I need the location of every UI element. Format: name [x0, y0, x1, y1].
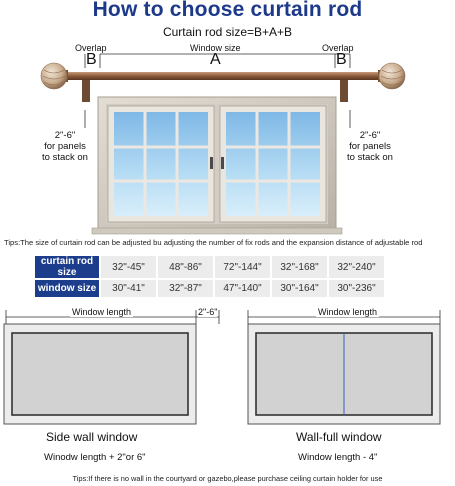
window [92, 97, 342, 234]
window-size-label: Window size [190, 43, 241, 53]
right-finial [378, 63, 405, 89]
table-cell: 30"-164" [272, 280, 327, 297]
side-wall-formula: Winodw length + 2"or 6" [44, 452, 146, 463]
side-wall-dimension-label: Window length [72, 307, 132, 317]
wall-full-diagram [248, 310, 440, 424]
table-row [35, 256, 384, 278]
curtain-rod [55, 72, 390, 80]
table-row [35, 280, 384, 297]
stack-note-right-size: 2"-6" [359, 130, 381, 141]
ceiling-holder-tip: Tips:If there is no wall in the courtyard or gazebo,please purchase ceiling curtain holder for use [72, 474, 383, 483]
table-cell: 30"-41" [101, 280, 156, 297]
table-cell: 32"-45" [101, 256, 156, 278]
size-table [33, 254, 386, 299]
left-finial [41, 63, 68, 89]
stack-note-right-line3: to stack on [347, 152, 393, 163]
row-header-rod-size: curtain rod size [35, 256, 99, 278]
adjustment-tip: Tips:The size of curtain rod can be adjusted bu adjusting the number of fix rods and the expansion distance of adjustable rod [4, 238, 423, 247]
stack-guide-right [335, 110, 350, 128]
rod-size-formula: Curtain rod size=B+A+B [162, 25, 293, 39]
table-cell: 32"-240" [329, 256, 384, 278]
page-title: How to choose curtain rod [92, 0, 363, 21]
side-wall-diagram [4, 310, 219, 424]
wall-full-dimension-label: Window length [318, 307, 378, 317]
wall-full-caption: Wall-full window [296, 430, 382, 444]
side-wall-extra-label: 2"-6" [198, 307, 218, 317]
overlap-right-label: Overlap [322, 43, 354, 53]
right-rod-bracket [340, 80, 348, 102]
table-cell: 30"-236" [329, 280, 384, 297]
stack-note-right [335, 130, 405, 163]
table-cell: 32"-87" [158, 280, 213, 297]
stack-note-left-line3: to stack on [42, 152, 88, 163]
wall-full-formula: Window length - 4" [298, 452, 378, 463]
letter-b-right: B [336, 51, 347, 68]
overlap-left-label: Overlap [75, 43, 107, 53]
letter-b-left: B [86, 51, 97, 68]
stack-note-left-line2: for panels [44, 141, 86, 152]
stack-note-left-size: 2"-6" [54, 130, 76, 141]
table-cell: 32"-168" [272, 256, 327, 278]
left-rod-bracket [82, 80, 90, 102]
letter-a: A [210, 51, 221, 68]
row-header-window-size: window size [35, 280, 99, 297]
mounting-diagrams [0, 300, 455, 430]
table-cell: 48"-86" [158, 256, 213, 278]
table-cell: 72"-144" [215, 256, 270, 278]
side-wall-caption: Side wall window [46, 430, 138, 444]
stack-note-left [30, 130, 100, 163]
stack-note-right-line2: for panels [349, 141, 391, 152]
table-cell: 47"-140" [215, 280, 270, 297]
